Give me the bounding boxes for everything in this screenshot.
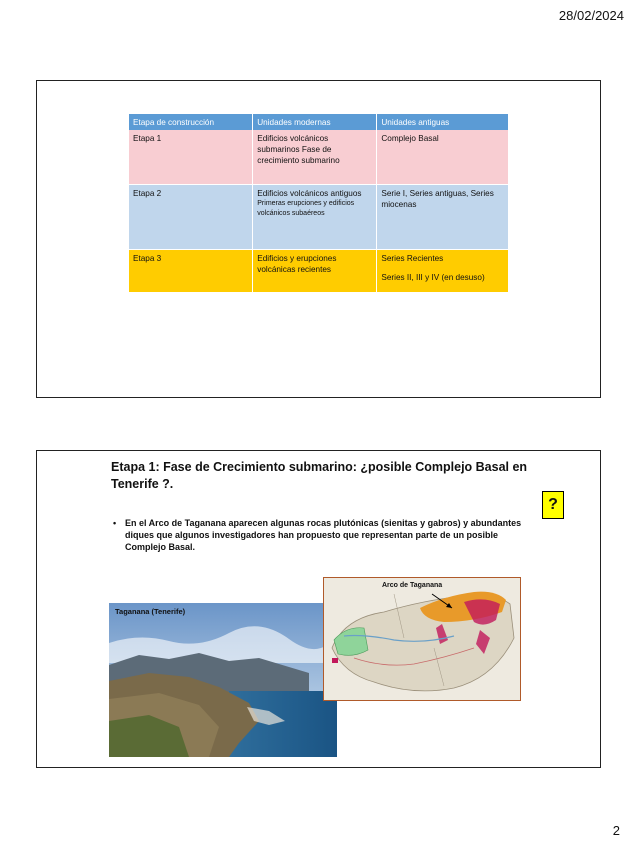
map-image <box>324 578 520 700</box>
question-mark-box: ? <box>542 491 564 519</box>
cell-ancient <box>377 250 509 293</box>
cell-stage: Etapa 1 <box>129 130 253 185</box>
page-number: 2 <box>612 823 620 838</box>
cell-ancient-main: Series Recientes <box>381 254 444 263</box>
cell-modern <box>253 130 377 185</box>
date-header: 28/02/2024 <box>558 8 624 23</box>
slide-title: Etapa 1: Fase de Crecimiento submarino: ¿posible Complejo Basal en Tenerife ?. <box>111 460 528 491</box>
cell-stage: Etapa 3 <box>129 250 253 293</box>
cell-modern <box>253 250 377 293</box>
cell-stage: Etapa 2 <box>129 185 253 250</box>
photo-caption: Taganana (Tenerife) <box>115 607 186 616</box>
bullet-paragraph <box>113 517 525 553</box>
cell-modern-note: Primeras erupciones y edificios volcánicos subaéreos <box>257 200 355 217</box>
bullet-text: En el Arco de Taganana aparecen algunas rocas plutónicas (sienitas y gabros) y abundantes diques que algunos investigadores han propuesto que representan parte de un posible Complejo Basal. <box>125 518 522 553</box>
cell-modern-main: Edificios y erupciones volcánicas recientes <box>257 254 337 275</box>
table-row <box>129 250 509 293</box>
map-caption: Arco de Taganana <box>382 582 443 589</box>
slide-1 <box>36 80 601 398</box>
cell-modern <box>253 185 377 250</box>
table-header-modern: Unidades modernas <box>253 114 377 130</box>
construction-stages-table <box>129 114 509 293</box>
taganana-photo <box>109 603 337 757</box>
cell-ancient: Serie I, Series antiguas, Series miocenas <box>377 185 509 250</box>
slide-2 <box>36 450 601 768</box>
cell-modern-main: Edificios volcánicos antiguos <box>257 189 362 198</box>
table-row <box>129 130 509 185</box>
table-row <box>129 185 509 250</box>
cell-modern-main: Edificios volcánicos submarinos Fase de crecimiento submarino <box>257 134 340 166</box>
table-header-stage: Etapa de construcción <box>129 114 253 130</box>
cell-ancient: Complejo Basal <box>377 130 509 185</box>
bullet-icon: • <box>113 518 117 528</box>
landscape-image <box>109 603 337 757</box>
tenerife-geologic-map <box>323 577 521 701</box>
table-header-ancient: Unidades antiguas <box>377 114 509 130</box>
cell-ancient-note: Series II, III y IV (en desuso) <box>381 273 485 283</box>
